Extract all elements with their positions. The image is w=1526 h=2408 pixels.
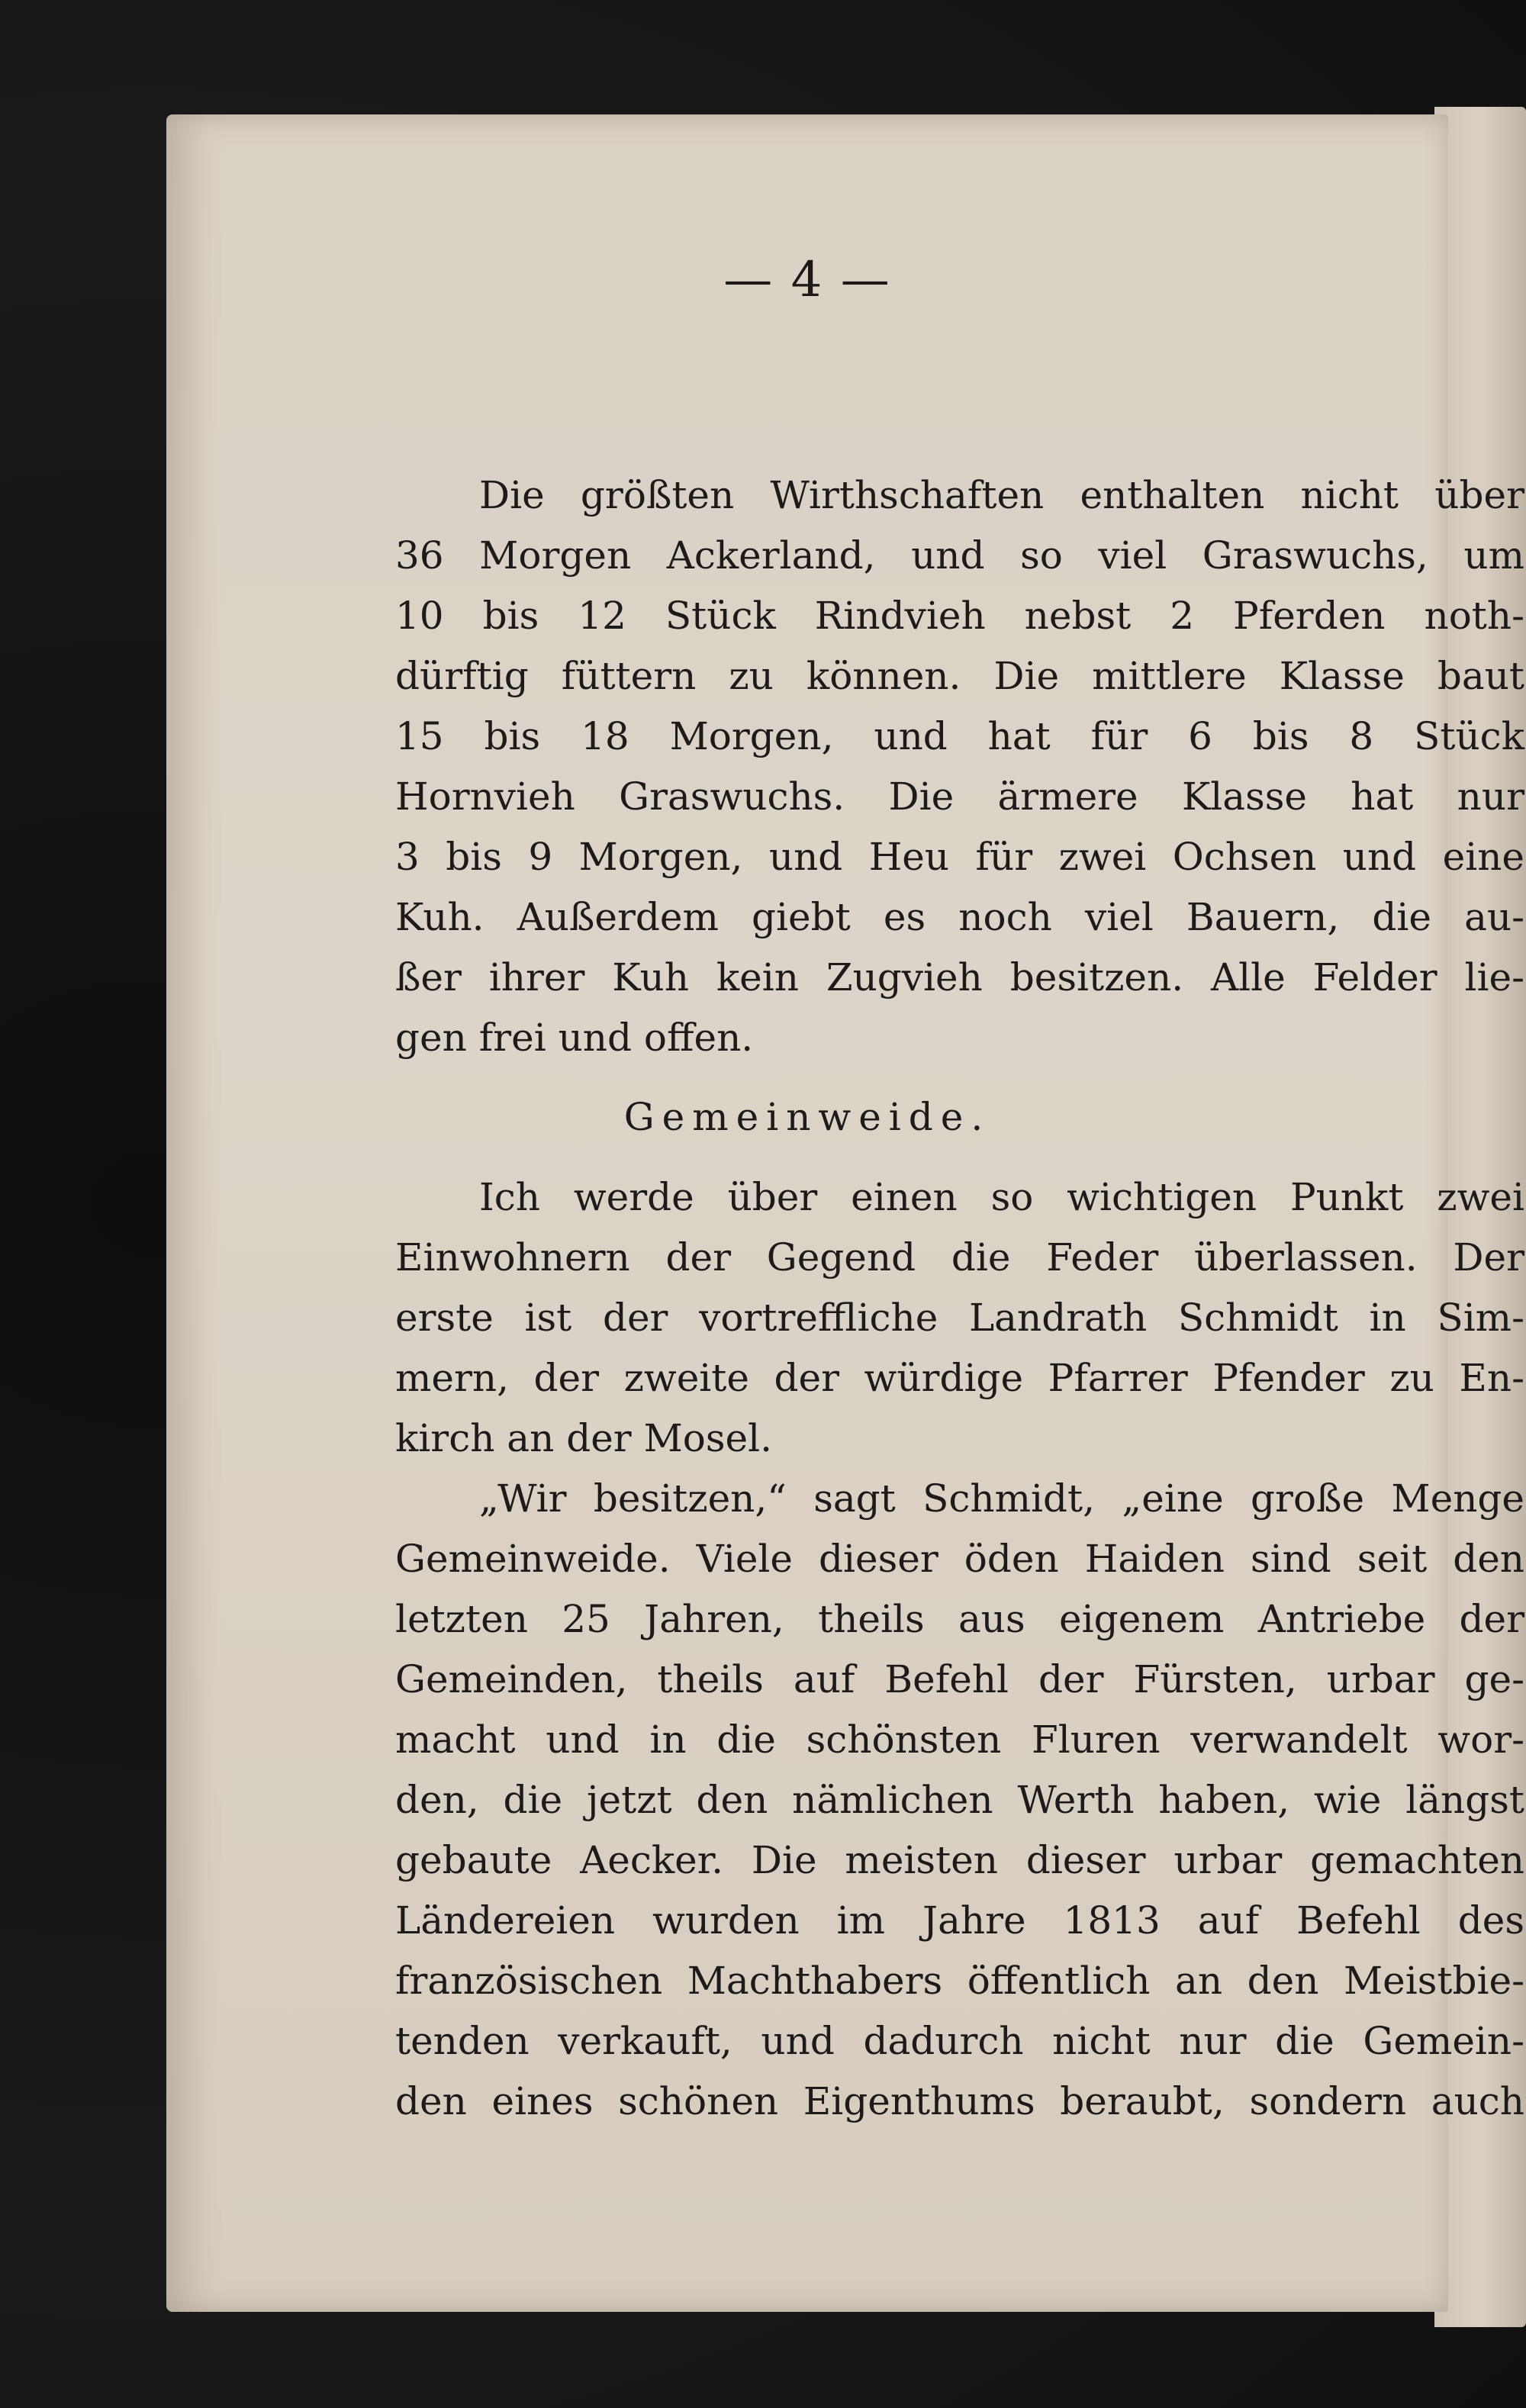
- paragraph-holdings: [395, 465, 1524, 1068]
- text-line: „Wir besitzen,“ sagt Schmidt, „eine große Menge: [479, 1476, 1524, 1521]
- text-line: 3 bis 9 Morgen, und Heu für zwei Ochsen und eine: [395, 835, 1524, 879]
- section-heading: Gemeinweide.: [623, 1095, 991, 1139]
- text-line: erste ist der vortreffliche Landrath Schmidt in Sim-: [395, 1296, 1524, 1340]
- text-line: den eines schönen Eigenthums beraubt, sondern auch: [395, 2079, 1524, 2123]
- page-number: — 4 —: [723, 252, 891, 308]
- text-line: dürftig füttern zu können. Die mittlere Klasse baut: [395, 654, 1524, 698]
- text-line: Kuh. Außerdem giebt es noch viel Bauern, die au-: [395, 895, 1524, 939]
- text-line: französischen Machthabers öffentlich an den Meistbie-: [395, 1959, 1524, 2003]
- text-line: gen frei und offen.: [395, 1016, 754, 1060]
- text-line: Ich werde über einen so wichtigen Punkt zwei: [479, 1175, 1524, 1219]
- text-line: Hornvieh Graswuchs. Die ärmere Klasse hat nur: [395, 774, 1524, 819]
- text-line: ßer ihrer Kuh kein Zugvieh besitzen. Alle Felder lie-: [395, 955, 1524, 1000]
- text-line: gebaute Aecker. Die meisten dieser urbar gemachten: [395, 1838, 1524, 1882]
- text-line: tenden verkauft, und dadurch nicht nur die Gemein-: [395, 2019, 1524, 2063]
- text-line: 10 bis 12 Stück Rindvieh nebst 2 Pferden noth-: [395, 594, 1524, 638]
- text-line: kirch an der Mosel.: [395, 1416, 773, 1460]
- paragraph-intro: [395, 1167, 1524, 2132]
- text-line: macht und in die schönsten Fluren verwandelt wor-: [395, 1717, 1524, 1762]
- text-line: Die größten Wirthschaften enthalten nicht über: [479, 473, 1524, 517]
- text-line: 15 bis 18 Morgen, und hat für 6 bis 8 Stück: [395, 714, 1524, 758]
- text-line: den, die jetzt den nämlichen Werth haben, wie längst: [395, 1778, 1524, 1822]
- text-line: Gemeinden, theils auf Befehl der Fürsten, urbar ge-: [395, 1657, 1524, 1701]
- text-line: 36 Morgen Ackerland, und so viel Graswuchs, um: [395, 533, 1524, 578]
- text-line: Ländereien wurden im Jahre 1813 auf Befehl des: [395, 1898, 1524, 1943]
- text-line: letzten 25 Jahren, theils aus eigenem Antriebe der: [395, 1597, 1524, 1641]
- text-line: mern, der zweite der würdige Pfarrer Pfender zu En-: [395, 1356, 1524, 1400]
- text-line: Einwohnern der Gegend die Feder überlassen. Der: [395, 1235, 1524, 1280]
- book-page: [166, 114, 1524, 2312]
- text-line: Gemeinweide. Viele dieser öden Haiden sind seit den: [395, 1537, 1524, 1581]
